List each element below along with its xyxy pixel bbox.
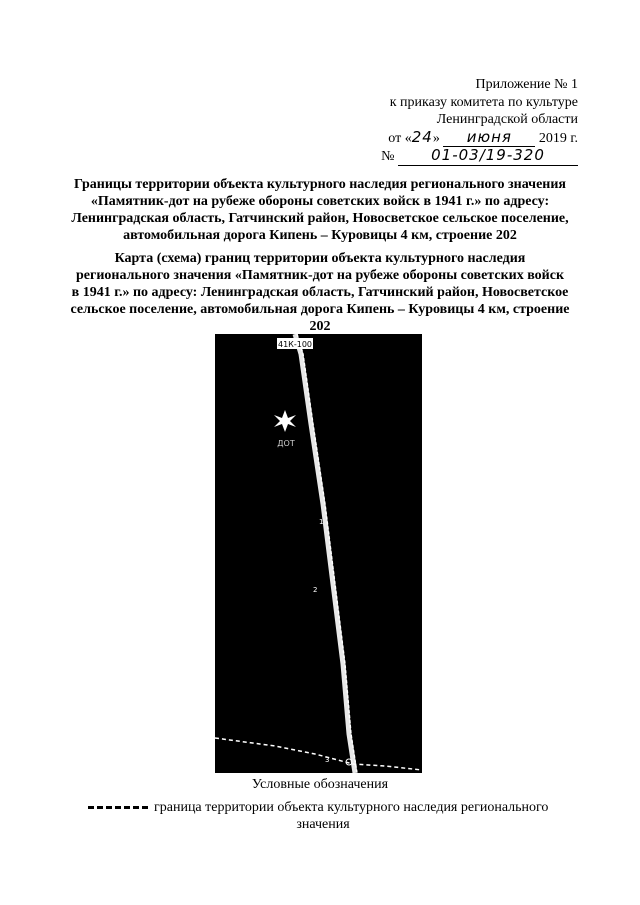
appendix-number — [318, 147, 578, 166]
legend-title: Условные обозначения — [251, 777, 389, 792]
number-prefix: № — [381, 149, 395, 164]
date-mid: » — [432, 130, 440, 146]
document-heading — [40, 176, 600, 244]
legend-boundary-text-2: значения — [296, 817, 350, 832]
map-title-line-4: сельское поселение, автомобильная дорога Кипень – Куровицы 4 км, строение — [70, 302, 570, 317]
map-title — [40, 250, 600, 335]
appendix-line-3: Ленинградской области — [436, 112, 578, 127]
date-prefix: от « — [388, 130, 412, 146]
point-label-2: 2 — [313, 586, 318, 594]
heading-line-4: автомобильная дорога Кипень – Куровицы 4 км, строение 202 — [123, 228, 517, 243]
appendix-date — [318, 129, 578, 148]
boundary-map — [215, 334, 422, 773]
map-title-line-3: в 1941 г.» по адресу: Ленинградская область, Гатчинский район, Новосветское — [71, 285, 569, 300]
boundary-line — [215, 738, 422, 770]
point-label-3: 3 — [325, 756, 330, 764]
heading-line-3: Ленинградская область, Гатчинский район, Новосветское сельское поселение, — [71, 211, 569, 226]
appendix-line-2: к приказу комитета по культуре — [389, 94, 578, 110]
heading-line-2: «Памятник-дот на рубеже обороны советских войск в 1941 г.» по адресу: — [90, 194, 550, 209]
boundary-dash-symbol — [88, 806, 148, 809]
road-line — [295, 334, 355, 773]
dot-label: ДОТ — [277, 439, 295, 448]
appendix-block — [318, 76, 578, 166]
road-label: 41К-100 — [277, 340, 313, 349]
map-title-line-5: 202 — [309, 319, 331, 334]
map-title-line-2: регионального значения «Памятник-дот на рубеже обороны советских войск — [75, 268, 565, 283]
date-month: июня — [443, 129, 535, 148]
legend — [88, 799, 568, 833]
date-day: 24 — [411, 127, 433, 146]
map-title-line-1: Карта (схема) границ территории объекта культурного наследия — [114, 251, 526, 266]
map-svg — [215, 334, 422, 773]
appendix-line-1: Приложение № 1 — [475, 77, 578, 92]
heading-line-1: Границы территории объекта культурного наследия регионального значения — [73, 177, 566, 192]
number-value: 01-03/19-320 — [398, 147, 578, 166]
dot-marker — [274, 410, 296, 432]
date-year: 2019 г. — [538, 130, 578, 146]
legend-boundary-text: граница территории объекта культурного наследия регионального — [154, 800, 549, 815]
point-label-1: 1 — [319, 518, 324, 526]
